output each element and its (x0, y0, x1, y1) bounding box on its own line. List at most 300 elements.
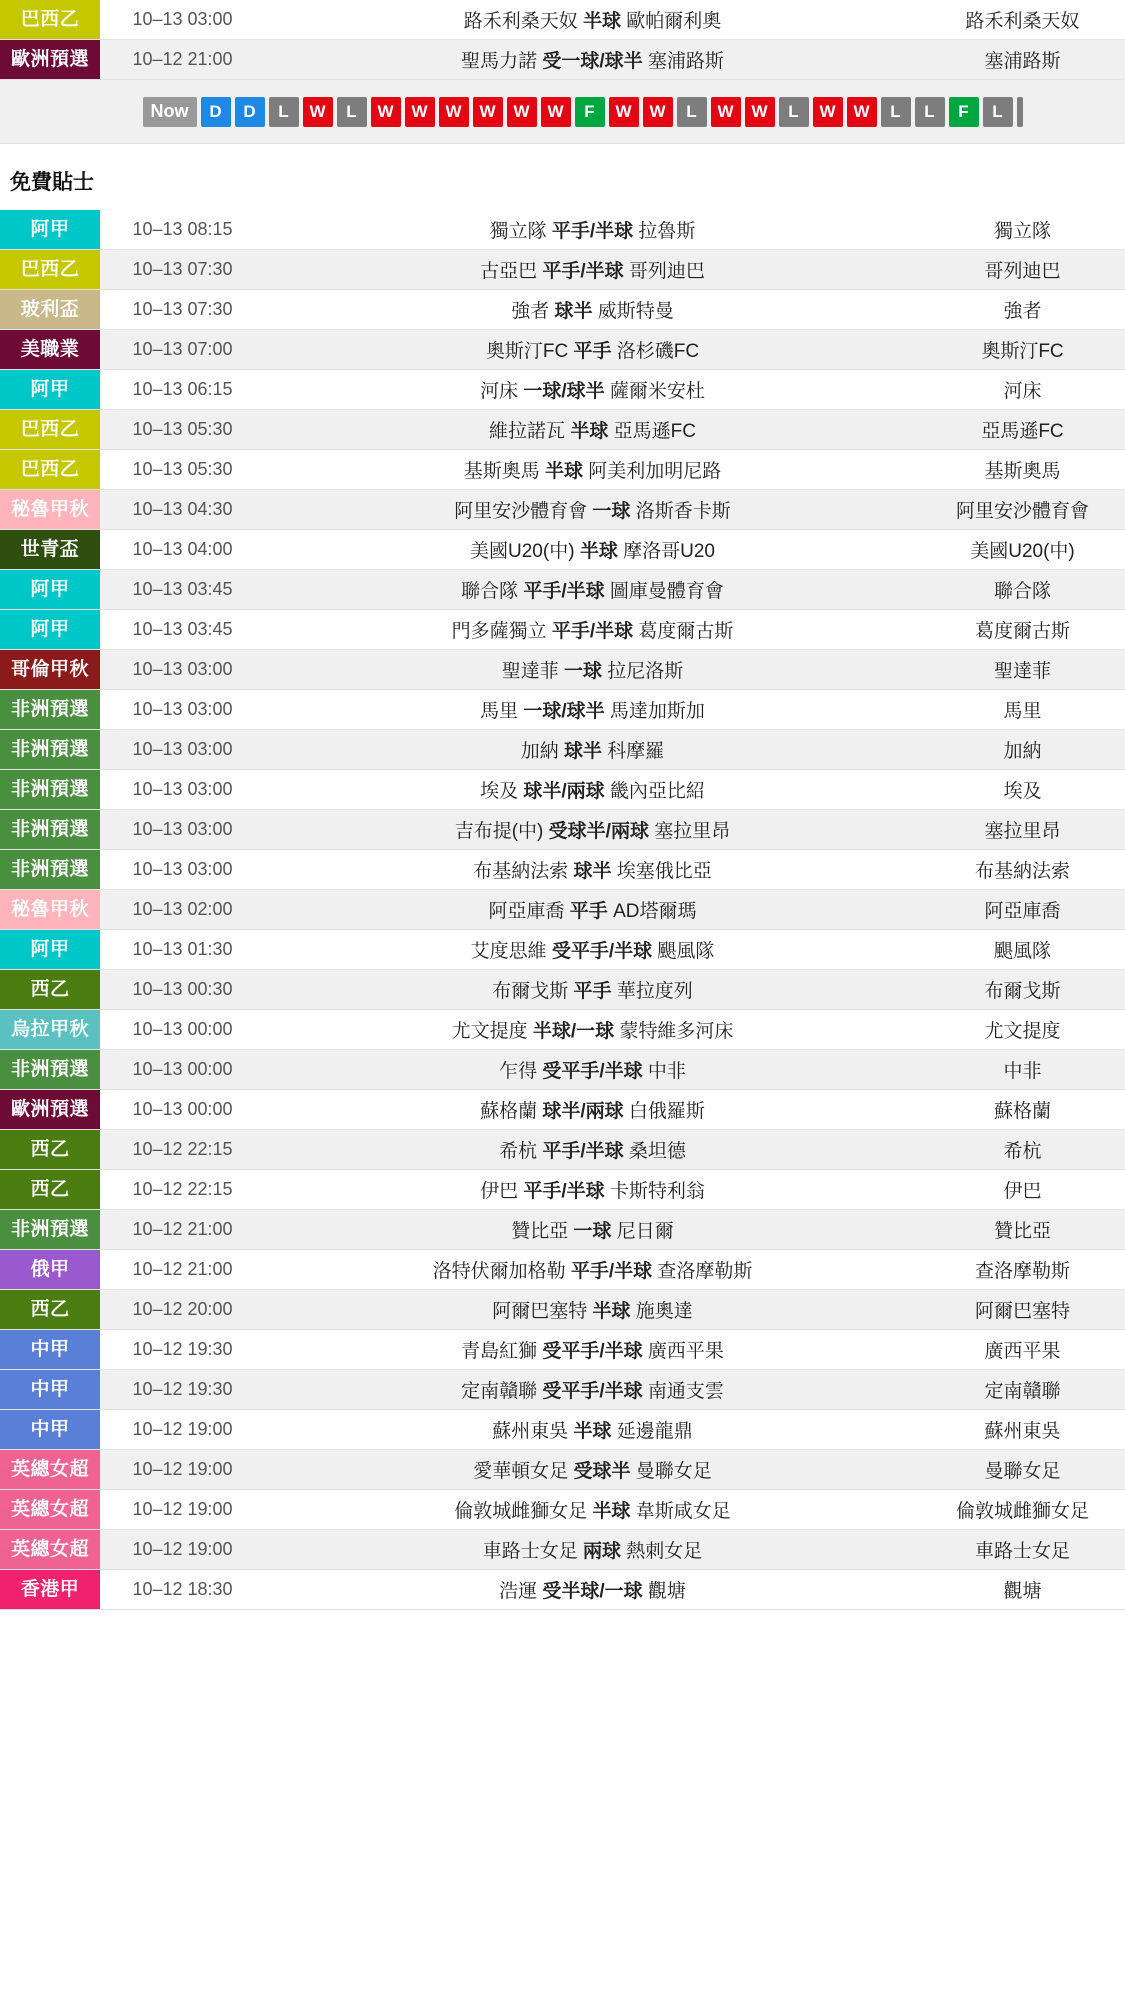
league-cell[interactable] (0, 410, 100, 450)
league-cell[interactable] (0, 970, 100, 1010)
table-row[interactable] (0, 1050, 1125, 1090)
league-cell[interactable] (0, 1570, 100, 1610)
league-badge: 美職業 (0, 330, 100, 369)
tip-pick: 伊巴 (1003, 1181, 1042, 1202)
match-time: 10–13 03:00 (132, 779, 233, 799)
tip-pick: 強者 (1003, 301, 1042, 322)
match-description (265, 930, 920, 970)
table-row[interactable] (0, 250, 1125, 290)
tip-pick: 廣西平果 (984, 1341, 1061, 1362)
table-row[interactable] (0, 490, 1125, 530)
form-result-chip[interactable]: F (575, 97, 605, 127)
tip-pick: 塞浦路斯 (984, 51, 1061, 72)
handicap: 平手 (573, 981, 612, 1002)
table-row[interactable] (0, 730, 1125, 770)
away-team: 科摩羅 (607, 741, 665, 762)
league-badge: 阿甲 (0, 210, 100, 249)
home-team: 贊比亞 (511, 1221, 569, 1242)
home-team: 倫敦城雌獅女足 (454, 1501, 588, 1522)
match-time: 10–13 01:30 (132, 939, 233, 959)
table-row[interactable] (0, 1090, 1125, 1130)
tip-pick: 哥列迪巴 (984, 261, 1061, 282)
top-match-table (0, 0, 1125, 80)
home-team: 聖馬力諾 (461, 51, 538, 72)
table-row[interactable] (0, 1010, 1125, 1050)
match-time: 10–13 03:00 (132, 699, 233, 719)
tip-pick: 車路士女足 (974, 1541, 1070, 1562)
handicap: 球半/兩球 (542, 1101, 624, 1122)
home-team: 奧斯汀FC (485, 341, 569, 362)
tip-pick: 倫敦城雌獅女足 (955, 1501, 1089, 1522)
form-result-chip[interactable]: L (269, 97, 299, 127)
league-cell[interactable] (0, 650, 100, 690)
handicap: 球半 (554, 301, 593, 322)
match-time: 10–13 03:00 (132, 659, 233, 679)
table-row[interactable] (0, 330, 1125, 370)
table-row[interactable] (0, 610, 1125, 650)
handicap: 一球 (573, 1221, 612, 1242)
handicap: 半球 (592, 1501, 631, 1522)
table-row[interactable] (0, 40, 1125, 80)
tip-pick: 曼聯女足 (984, 1461, 1061, 1482)
form-result-chip[interactable]: L (915, 97, 945, 127)
league-badge: 巴西乙 (0, 250, 100, 289)
form-result-chip[interactable]: W (643, 97, 673, 127)
home-team: 尤文提度 (451, 1021, 528, 1042)
tip-pick: 阿里安沙體育會 (955, 501, 1089, 522)
match-description (265, 370, 920, 410)
table-row[interactable] (0, 810, 1125, 850)
form-result-chip[interactable]: L (881, 97, 911, 127)
away-team: 施奧達 (635, 1301, 693, 1322)
table-row[interactable] (0, 530, 1125, 570)
league-cell[interactable] (0, 1010, 100, 1050)
match-time: 10–12 21:00 (132, 49, 233, 69)
home-team: 加納 (520, 741, 559, 762)
match-time: 10–12 22:15 (132, 1139, 233, 1159)
home-team: 蘇格蘭 (480, 1101, 538, 1122)
handicap: 受半球/一球 (542, 1581, 643, 1602)
tip-pick: 查洛摩勒斯 (974, 1261, 1070, 1282)
league-badge: 非洲預選 (0, 1050, 100, 1089)
table-row[interactable] (0, 1170, 1125, 1210)
league-badge: 中甲 (0, 1370, 100, 1409)
tip-pick: 布爾戈斯 (984, 981, 1061, 1002)
table-row[interactable] (0, 1210, 1125, 1250)
table-row[interactable] (0, 1490, 1125, 1530)
league-cell[interactable] (0, 1530, 100, 1570)
handicap: 受一球/球半 (542, 51, 643, 72)
table-row[interactable] (0, 370, 1125, 410)
away-team: 華拉度列 (616, 981, 693, 1002)
tip-pick: 颶風隊 (993, 941, 1051, 962)
form-result-chip[interactable]: W (439, 97, 469, 127)
league-badge: 香港甲 (0, 1570, 100, 1609)
league-cell[interactable] (0, 1210, 100, 1250)
table-row[interactable] (0, 1370, 1125, 1410)
league-cell[interactable] (0, 330, 100, 370)
away-team: AD塔爾瑪 (613, 901, 697, 922)
league-badge: 西乙 (0, 1290, 100, 1329)
match-time: 10–13 03:00 (132, 9, 233, 29)
match-description (265, 1170, 920, 1210)
table-row[interactable] (0, 1130, 1125, 1170)
league-cell[interactable] (0, 890, 100, 930)
away-team: 南通支雲 (647, 1381, 724, 1402)
tip-pick: 觀塘 (1003, 1581, 1042, 1602)
match-description (265, 1090, 920, 1130)
form-result-chip[interactable]: W (303, 97, 333, 127)
match-description (265, 290, 920, 330)
table-row[interactable] (0, 970, 1125, 1010)
tip-pick: 埃及 (1003, 781, 1042, 802)
match-description (265, 1250, 920, 1290)
league-cell[interactable] (0, 1410, 100, 1450)
handicap: 平手/半球 (551, 221, 634, 242)
league-badge: 巴西乙 (0, 410, 100, 449)
home-team: 乍得 (499, 1061, 538, 1082)
handicap: 一球/球半 (523, 701, 605, 722)
league-cell[interactable] (0, 930, 100, 970)
league-cell[interactable] (0, 570, 100, 610)
league-cell[interactable] (0, 770, 100, 810)
match-description (265, 1330, 920, 1370)
table-row[interactable] (0, 890, 1125, 930)
home-team: 愛華頓女足 (473, 1461, 569, 1482)
league-cell[interactable] (0, 370, 100, 410)
league-badge: 巴西乙 (0, 0, 100, 39)
handicap: 兩球 (582, 1541, 621, 1562)
league-badge: 英總女超 (0, 1530, 100, 1569)
tip-pick: 美國U20(中) (970, 541, 1075, 562)
league-cell[interactable] (0, 810, 100, 850)
away-team: 畿內亞比紹 (609, 781, 705, 802)
match-time: 10–13 03:45 (132, 619, 233, 639)
match-time: 10–13 07:30 (132, 299, 233, 319)
match-description (265, 1210, 920, 1250)
form-result-chip[interactable]: W (541, 97, 571, 127)
league-cell[interactable] (0, 1130, 100, 1170)
handicap: 球半/兩球 (523, 781, 605, 802)
tip-pick: 馬里 (1003, 701, 1042, 722)
away-team: 埃塞俄比亞 (616, 861, 712, 882)
table-row[interactable] (0, 0, 1125, 40)
handicap: 球半 (563, 741, 602, 762)
handicap: 半球 (544, 461, 583, 482)
form-result-chip[interactable]: W (745, 97, 775, 127)
handicap: 一球 (563, 661, 602, 682)
table-row[interactable] (0, 1450, 1125, 1490)
form-result-chip[interactable]: D (201, 97, 231, 127)
home-team: 布基納法索 (473, 861, 569, 882)
handicap: 平手/半球 (570, 1261, 653, 1282)
form-result-chip[interactable]: L (677, 97, 707, 127)
match-time: 10–13 03:45 (132, 579, 233, 599)
tip-pick: 葛度爾古斯 (974, 621, 1070, 642)
tip-pick: 中非 (1003, 1061, 1042, 1082)
tip-pick: 聖達菲 (993, 661, 1051, 682)
match-description (265, 1130, 920, 1170)
league-cell[interactable] (0, 690, 100, 730)
league-cell[interactable] (0, 1450, 100, 1490)
table-row[interactable] (0, 450, 1125, 490)
table-row[interactable] (0, 210, 1125, 250)
league-cell[interactable] (0, 1250, 100, 1290)
match-time: 10–13 02:00 (132, 899, 233, 919)
match-description (265, 1290, 920, 1330)
away-team: 觀塘 (647, 1581, 686, 1602)
league-badge: 西乙 (0, 1130, 100, 1169)
table-row[interactable] (0, 1410, 1125, 1450)
handicap: 受球半 (573, 1461, 631, 1482)
tip-pick: 希杭 (1003, 1141, 1042, 1162)
match-description (265, 650, 920, 690)
match-time: 10–13 00:00 (132, 1099, 233, 1119)
table-row[interactable] (0, 650, 1125, 690)
table-row[interactable] (0, 770, 1125, 810)
away-team: 阿美利加明尼路 (588, 461, 722, 482)
match-description (265, 1410, 920, 1450)
form-result-chip[interactable]: W (609, 97, 639, 127)
away-team: 威斯特曼 (597, 301, 674, 322)
league-cell[interactable] (0, 1330, 100, 1370)
match-time: 10–12 19:00 (132, 1499, 233, 1519)
match-time: 10–13 05:30 (132, 419, 233, 439)
table-row[interactable] (0, 290, 1125, 330)
handicap: 平手 (569, 901, 608, 922)
form-result-chip[interactable]: W (847, 97, 877, 127)
league-cell[interactable] (0, 450, 100, 490)
match-description (265, 1370, 920, 1410)
form-result-chip[interactable]: L (337, 97, 367, 127)
league-badge: 哥倫甲秋 (0, 650, 100, 689)
match-description (265, 40, 920, 80)
handicap: 半球 (573, 1421, 612, 1442)
league-cell[interactable] (0, 1290, 100, 1330)
handicap: 半球 (579, 541, 618, 562)
home-team: 美國U20(中) (470, 541, 575, 562)
league-cell[interactable] (0, 290, 100, 330)
league-badge: 歐洲預選 (0, 40, 100, 79)
away-team: 廣西平果 (647, 1341, 724, 1362)
home-team: 阿里安沙體育會 (454, 501, 588, 522)
league-badge: 阿甲 (0, 930, 100, 969)
away-team: 塞拉里昂 (654, 821, 731, 842)
form-result-chip[interactable]: L (779, 97, 809, 127)
table-row[interactable] (0, 1330, 1125, 1370)
league-badge: 中甲 (0, 1410, 100, 1449)
away-team: 葛度爾古斯 (638, 621, 734, 642)
league-badge: 阿甲 (0, 370, 100, 409)
away-team: 中非 (647, 1061, 686, 1082)
away-team: 白俄羅斯 (628, 1101, 705, 1122)
match-description (265, 1050, 920, 1090)
tip-pick: 河床 (1003, 381, 1042, 402)
match-description (265, 690, 920, 730)
match-description (265, 610, 920, 650)
home-team: 阿爾巴塞特 (492, 1301, 588, 1322)
league-cell[interactable] (0, 1370, 100, 1410)
league-cell[interactable] (0, 1050, 100, 1090)
away-team: 桑坦德 (628, 1141, 686, 1162)
league-badge: 玻利盃 (0, 290, 100, 329)
league-cell[interactable] (0, 730, 100, 770)
handicap: 半球/一球 (532, 1021, 615, 1042)
home-team: 埃及 (480, 781, 519, 802)
free-tips-table (0, 210, 1125, 1610)
league-cell[interactable] (0, 1490, 100, 1530)
league-cell[interactable] (0, 250, 100, 290)
table-row[interactable] (0, 850, 1125, 890)
league-badge: 秘魯甲秋 (0, 490, 100, 529)
tip-pick: 定南贛聯 (984, 1381, 1061, 1402)
match-description (265, 1490, 920, 1530)
match-description (265, 890, 920, 930)
tip-pick: 阿爾巴塞特 (974, 1301, 1070, 1322)
league-badge: 非洲預選 (0, 850, 100, 889)
away-team: 拉魯斯 (638, 221, 696, 242)
tip-pick: 亞馬遜FC (981, 421, 1064, 442)
league-cell[interactable] (0, 530, 100, 570)
match-time: 10–13 00:00 (132, 1019, 233, 1039)
away-team: 哥列迪巴 (628, 261, 705, 282)
match-time: 10–12 19:00 (132, 1459, 233, 1479)
handicap: 平手/半球 (523, 581, 605, 602)
tip-pick: 基斯奧馬 (984, 461, 1061, 482)
table-row[interactable] (0, 930, 1125, 970)
form-result-chip[interactable]: W (813, 97, 843, 127)
home-team: 艾度思維 (470, 941, 547, 962)
home-team: 聯合隊 (461, 581, 519, 602)
league-badge: 巴西乙 (0, 450, 100, 489)
table-row[interactable] (0, 1290, 1125, 1330)
handicap: 平手/半球 (542, 261, 624, 282)
away-team: 颶風隊 (657, 941, 715, 962)
table-row[interactable] (0, 410, 1125, 450)
home-team: 希杭 (499, 1141, 538, 1162)
form-result-chip[interactable]: D (235, 97, 265, 127)
away-team: 卡斯特利翁 (609, 1181, 705, 1202)
match-time: 10–12 22:15 (132, 1179, 233, 1199)
league-cell[interactable] (0, 40, 100, 80)
away-team: 馬達加斯加 (609, 701, 705, 722)
table-row[interactable] (0, 1250, 1125, 1290)
match-time: 10–12 19:30 (132, 1339, 233, 1359)
home-team: 路禾利桑天奴 (463, 11, 578, 32)
form-result-chip[interactable]: F (949, 97, 979, 127)
home-team: 強者 (511, 301, 550, 322)
match-description (265, 570, 920, 610)
home-team: 古亞巴 (480, 261, 538, 282)
home-team: 青島紅獅 (461, 1341, 538, 1362)
home-team: 維拉諾瓦 (489, 421, 566, 442)
form-result-chip[interactable]: W (507, 97, 537, 127)
match-description (265, 850, 920, 890)
form-result-chip[interactable]: W (371, 97, 401, 127)
league-badge: 俄甲 (0, 1250, 100, 1289)
tip-pick: 聯合隊 (993, 581, 1051, 602)
home-team: 基斯奧馬 (463, 461, 540, 482)
match-time: 10–13 04:30 (132, 499, 233, 519)
league-cell[interactable] (0, 1090, 100, 1130)
match-time: 10–12 20:00 (132, 1299, 233, 1319)
form-now-label: Now (143, 97, 197, 127)
table-row[interactable] (0, 690, 1125, 730)
handicap: 平手/半球 (523, 1181, 605, 1202)
home-team: 蘇州東吳 (492, 1421, 569, 1442)
match-description (265, 250, 920, 290)
match-time: 10–13 07:00 (132, 339, 233, 359)
match-time: 10–13 04:00 (132, 539, 233, 559)
league-cell[interactable] (0, 610, 100, 650)
match-description (265, 410, 920, 450)
away-team: 洛斯香卡斯 (635, 501, 731, 522)
match-description (265, 1010, 920, 1050)
league-cell[interactable] (0, 490, 100, 530)
league-badge: 阿甲 (0, 570, 100, 609)
league-badge: 阿甲 (0, 610, 100, 649)
handicap: 一球/球半 (523, 381, 605, 402)
away-team: 查洛摩勒斯 (657, 1261, 753, 1282)
league-cell[interactable] (0, 850, 100, 890)
handicap: 一球 (592, 501, 631, 522)
away-team: 熱刺女足 (626, 1541, 703, 1562)
home-team: 聖達菲 (501, 661, 559, 682)
away-team: 曼聯女足 (635, 1461, 712, 1482)
away-team: 摩洛哥U20 (623, 541, 715, 562)
away-team: 歐帕爾利奧 (626, 11, 722, 32)
tip-pick: 阿亞庫喬 (984, 901, 1061, 922)
tip-pick: 蘇格蘭 (993, 1101, 1051, 1122)
table-row[interactable] (0, 1570, 1125, 1610)
league-cell[interactable] (0, 0, 100, 40)
match-time: 10–13 07:30 (132, 259, 233, 279)
tip-pick: 蘇州東吳 (984, 1421, 1061, 1442)
match-time: 10–13 00:00 (132, 1059, 233, 1079)
handicap: 平手 (573, 341, 612, 362)
match-time: 10–13 03:00 (132, 739, 233, 759)
home-team: 門多薩獨立 (451, 621, 547, 642)
form-result-chip-clipped[interactable] (1017, 97, 1023, 127)
match-time: 10–13 03:00 (132, 859, 233, 879)
table-row[interactable] (0, 1530, 1125, 1570)
form-result-chip[interactable]: W (711, 97, 741, 127)
away-team: 延邊龍鼎 (616, 1421, 693, 1442)
away-team: 圖庫曼體育會 (609, 581, 724, 602)
form-result-chip[interactable]: W (473, 97, 503, 127)
away-team: 拉尼洛斯 (607, 661, 684, 682)
home-team: 浩運 (499, 1581, 538, 1602)
league-badge: 世青盃 (0, 530, 100, 569)
league-cell[interactable] (0, 210, 100, 250)
match-description (265, 210, 920, 250)
away-team: 薩爾米安杜 (609, 381, 705, 402)
tip-pick: 奧斯汀FC (981, 341, 1064, 362)
league-badge: 英總女超 (0, 1450, 100, 1489)
section-title: 免費貼士 (10, 171, 94, 194)
form-result-chip[interactable]: L (983, 97, 1013, 127)
match-description (265, 810, 920, 850)
away-team: 蒙特維多河床 (619, 1021, 734, 1042)
match-description (265, 1530, 920, 1570)
league-cell[interactable] (0, 1170, 100, 1210)
league-badge: 非洲預選 (0, 770, 100, 809)
home-team: 布爾戈斯 (492, 981, 569, 1002)
league-badge: 秘魯甲秋 (0, 890, 100, 929)
form-result-chip[interactable]: W (405, 97, 435, 127)
home-team: 車路士女足 (482, 1541, 578, 1562)
table-row[interactable] (0, 570, 1125, 610)
